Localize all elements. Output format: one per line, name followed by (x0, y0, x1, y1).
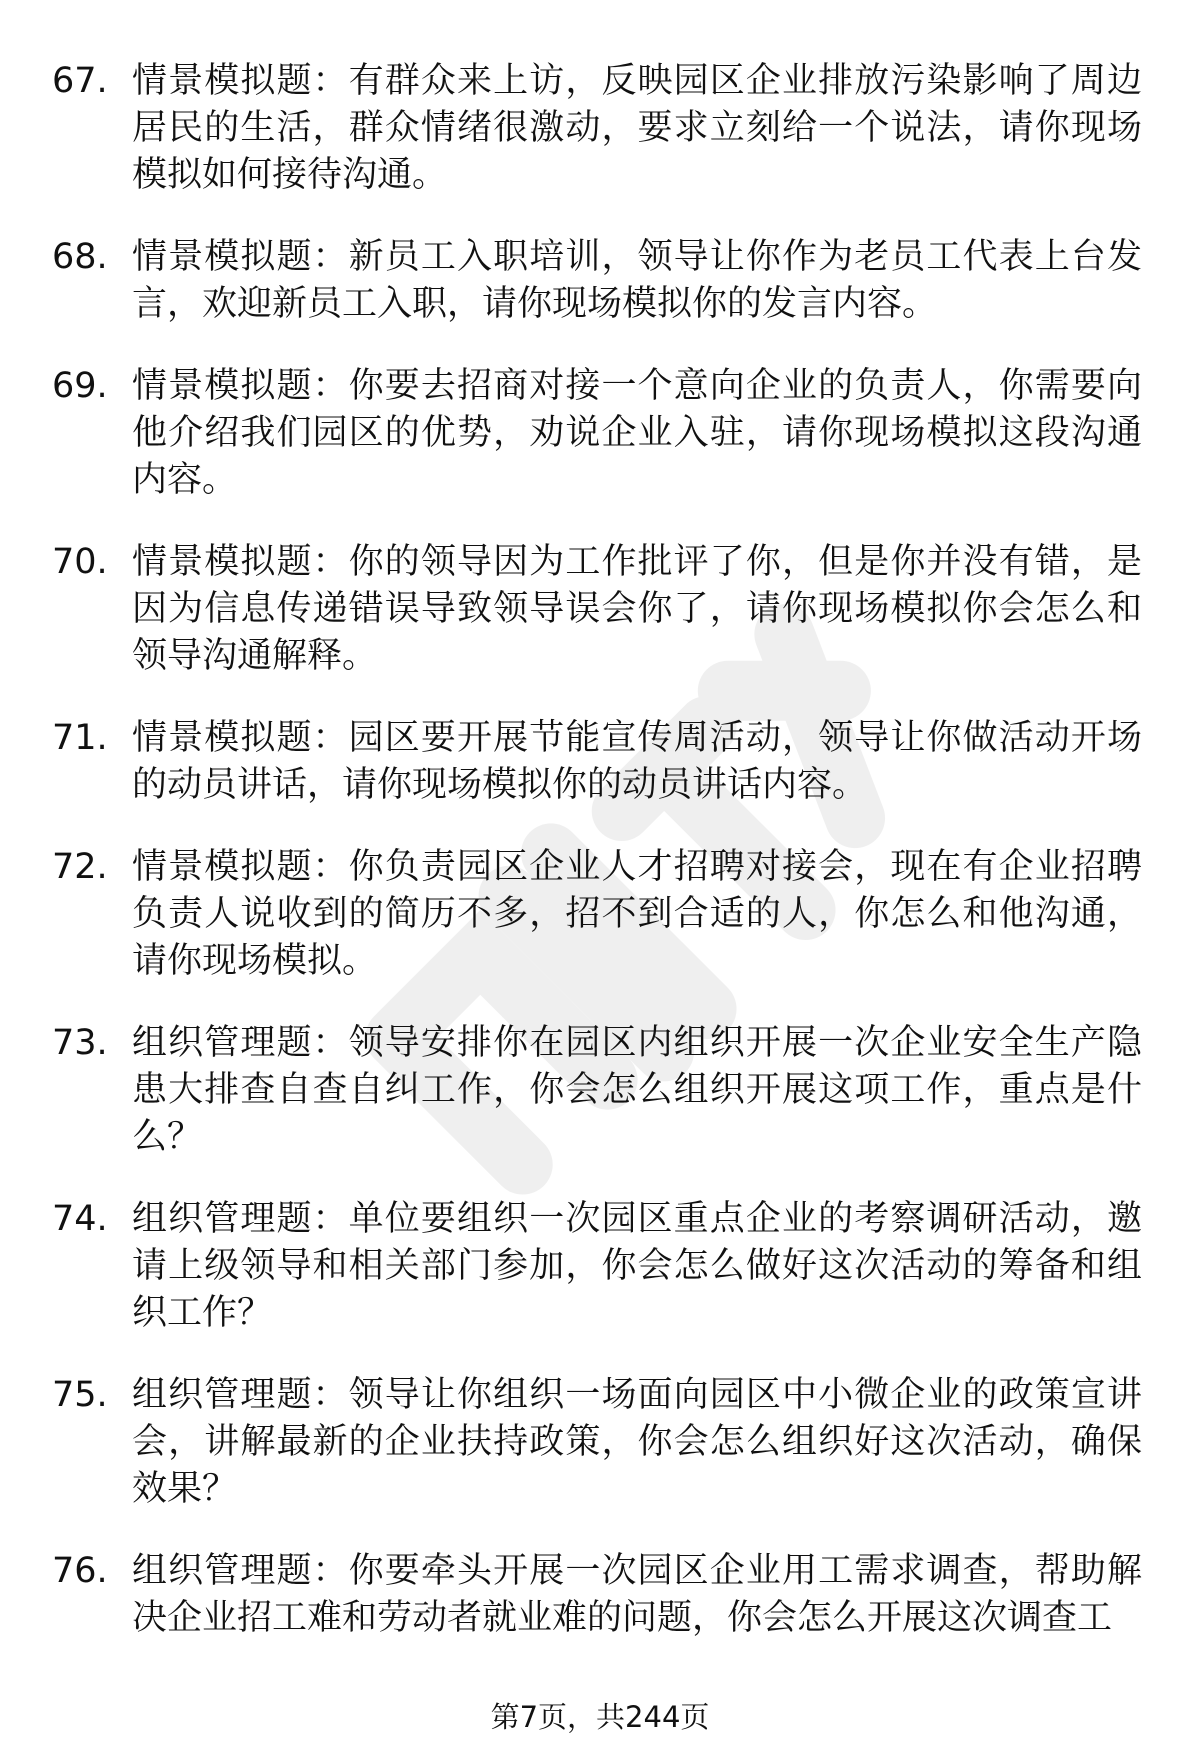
question-item (52, 1020, 1142, 1161)
question-text: 组织管理题：领导安排你在园区内组织开展一次企业安全生产隐患大排查自查自纠工作，你会怎么组织开展这项工作，重点是什么？ (132, 1023, 1142, 1157)
question-number: 67. (52, 61, 108, 101)
question-number: 69. (52, 366, 108, 406)
question-item (52, 715, 1142, 809)
question-list (52, 58, 1142, 1677)
question-item (52, 363, 1142, 504)
question-number: 74. (52, 1199, 108, 1239)
question-number: 70. (52, 542, 108, 582)
question-text: 情景模拟题：你要去招商对接一个意向企业的负责人，你需要向他介绍我们园区的优势，劝说企业入驻，请你现场模拟这段沟通内容。 (132, 366, 1142, 500)
question-item (52, 539, 1142, 680)
question-number: 71. (52, 718, 108, 758)
question-number: 75. (52, 1375, 108, 1415)
question-number: 68. (52, 237, 108, 277)
question-text: 情景模拟题：有群众来上访，反映园区企业排放污染影响了周边居民的生活，群众情绪很激动，要求立刻给一个说法，请你现场模拟如何接待沟通。 (132, 61, 1142, 195)
question-item (52, 234, 1142, 328)
question-text: 组织管理题：你要牵头开展一次园区企业用工需求调查，帮助解决企业招工难和劳动者就业难的问题，你会怎么开展这次调查工 (132, 1551, 1142, 1638)
page-footer: 第7页，共244页 (490, 1700, 710, 1734)
question-number: 72. (52, 847, 108, 887)
question-item (52, 1548, 1142, 1642)
question-text: 情景模拟题：新员工入职培训，领导让你作为老员工代表上台发言，欢迎新员工入职，请你现场模拟你的发言内容。 (132, 237, 1142, 324)
question-item (52, 58, 1142, 199)
question-text: 情景模拟题：你的领导因为工作批评了你，但是你并没有错，是因为信息传递错误导致领导误会你了，请你现场模拟你会怎么和领导沟通解释。 (132, 542, 1142, 676)
question-text: 组织管理题：单位要组织一次园区重点企业的考察调研活动，邀请上级领导和相关部门参加，你会怎么做好这次活动的筹备和组织工作？ (132, 1199, 1142, 1333)
question-number: 73. (52, 1023, 108, 1063)
question-text: 组织管理题：领导让你组织一场面向园区中小微企业的政策宣讲会，讲解最新的企业扶持政策，你会怎么组织好这次活动，确保效果？ (132, 1375, 1142, 1509)
question-item (52, 1196, 1142, 1337)
question-number: 76. (52, 1551, 108, 1591)
question-item (52, 1372, 1142, 1513)
question-item (52, 844, 1142, 985)
question-text: 情景模拟题：你负责园区企业人才招聘对接会，现在有企业招聘负责人说收到的简历不多，招不到合适的人，你怎么和他沟通，请你现场模拟。 (132, 847, 1142, 981)
question-text: 情景模拟题：园区要开展节能宣传周活动，领导让你做活动开场的动员讲话，请你现场模拟你的动员讲话内容。 (132, 718, 1142, 805)
